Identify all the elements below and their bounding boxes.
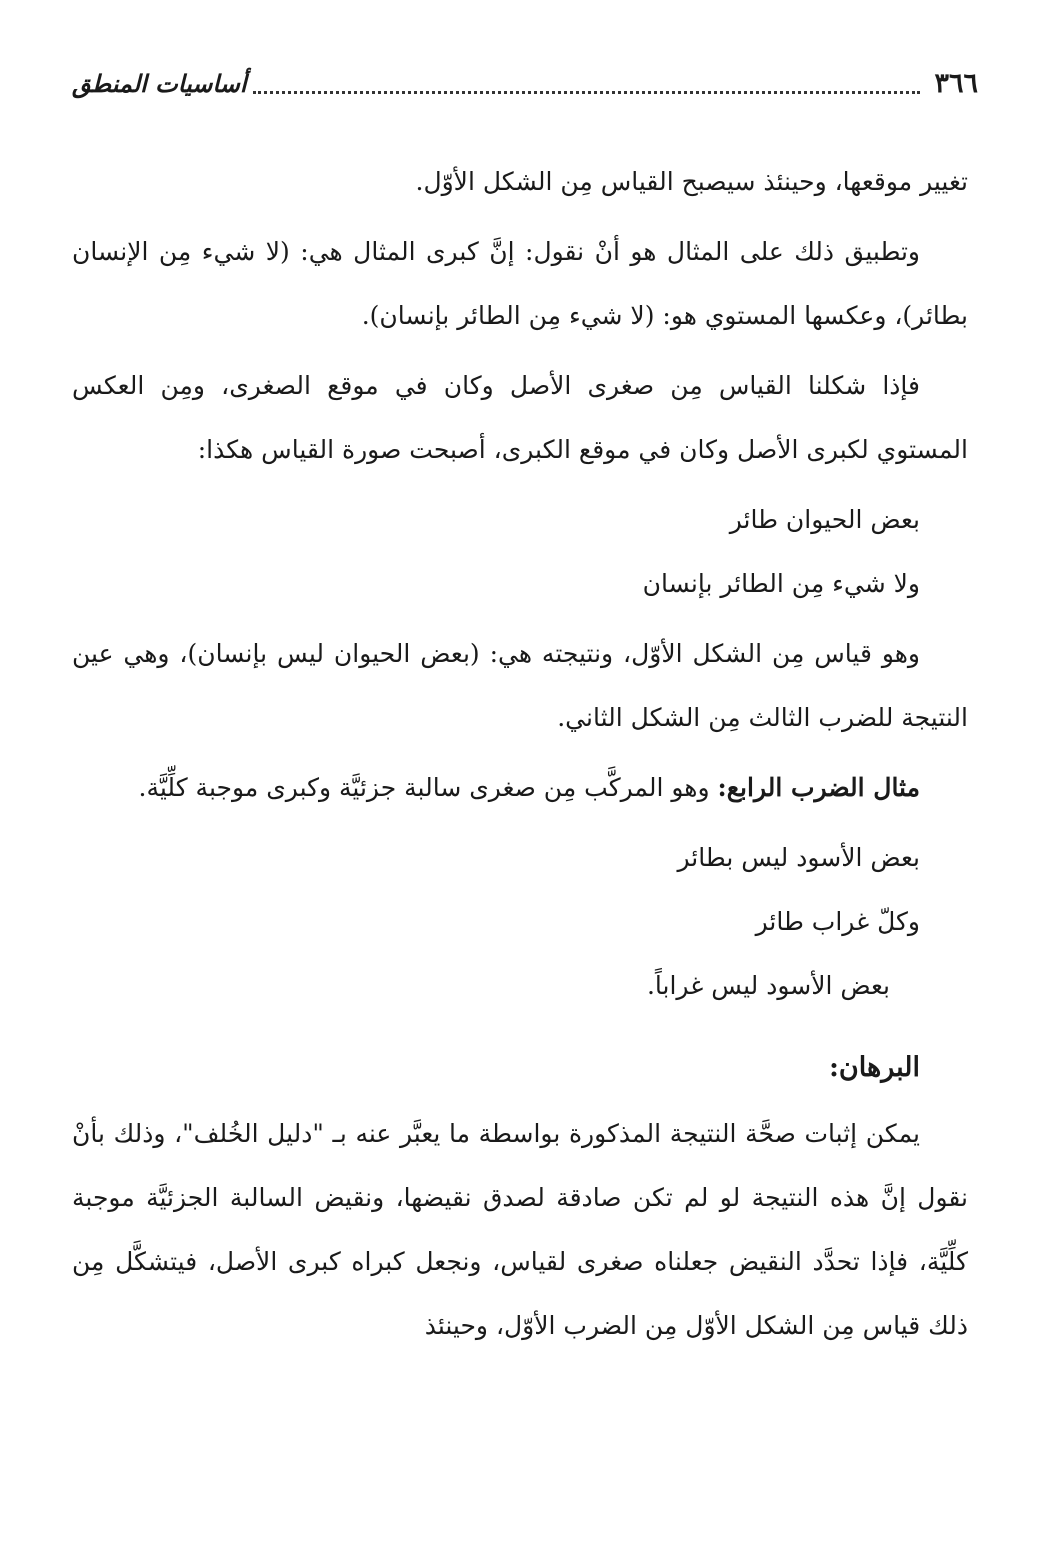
example-minor-premise: بعض الأسود ليس بطائر [677,843,920,872]
header-dotted-leader [253,91,921,94]
paragraph-fourth-mood-example [72,756,968,820]
fourth-mood-description: وهو المركَّب مِن صغرى سالبة جزئيَّة وكبرى موجبة كلِّيَّة. [138,773,718,802]
section-heading-proof: البرهان: [828,1052,920,1083]
running-header [72,62,978,106]
paragraph-application: وتطبيق ذلك على المثال هو أنْ نقول: إنَّ كبرى المثال هي: (لا شيء مِن الإنسان بطائر)، وعكسها المستوي هو: (لا شيء مِن الطائر بإنسان). [72,237,968,330]
page-body [72,150,968,1364]
example-conclusion: بعض الأسود ليس غراباً. [646,971,890,1000]
book-title: أساسيات المنطق [72,69,247,98]
syllogism-major-premise: ولا شيء مِن الطائر بإنسان [642,569,920,598]
paragraph-continuation: تغيير موقعها، وحينئذ سيصبح القياس مِن الشكل الأوّل. [415,167,968,196]
paragraph-syllogism-form: فإذا شكلنا القياس مِن صغرى الأصل وكان في موقع الصغرى، ومِن العكس المستوي لكبرى الأصل وكان في موقع الكبرى، أصبحت صورة القياس هكذا: [72,371,968,464]
syllogism-minor-premise: بعض الحيوان طائر [729,505,920,534]
fourth-mood-label: مثال الضرب الرابع: [717,773,920,802]
paragraph-proof: يمكن إثبات صحَّة النتيجة المذكورة بواسطة ما يعبَّر عنه بـ "دليل الخُلف"، وذلك بأنْ نقول إنَّ هذه النتيجة لو لم تكن صادقة لصدق نقيضها، ونقيض السالبة الجزئيَّة موجبة كلِّيَّة، فإذا تحدَّد النقيض جعلناه صغرى لقياس، ونجعل كبراه كبرى الأصل، فيتشكَّل مِن ذلك قياس مِن الشكل الأوّل مِن الضرب الأوّل، وحينئذ [72,1119,968,1340]
paragraph-first-figure-result: وهو قياس مِن الشكل الأوّل، ونتيجته هي: (بعض الحيوان ليس بإنسان)، وهي عين النتيجة للضرب الثالث مِن الشكل الثاني. [72,639,968,732]
page-number: ٣٦٦ [934,68,978,99]
example-major-premise: وكلّ غراب طائر [755,907,920,936]
